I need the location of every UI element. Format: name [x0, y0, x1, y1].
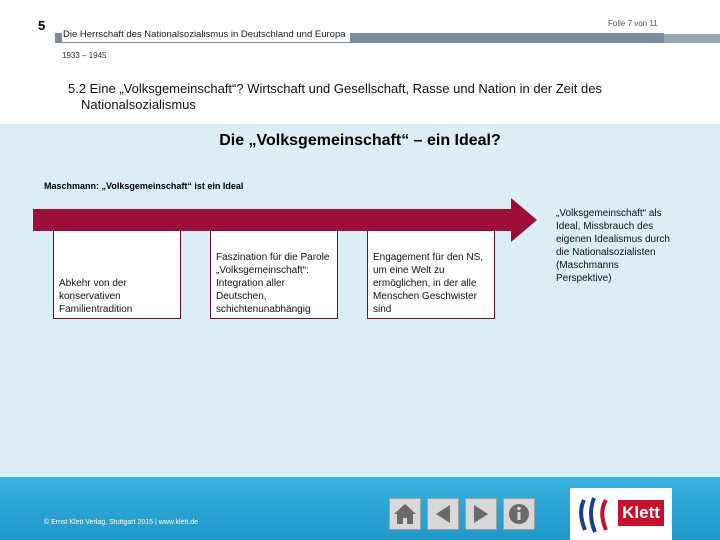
home-icon	[390, 499, 420, 529]
statement-box-3	[367, 230, 495, 319]
statement-box-1-text: Abkehr von der konservativen Familientradition	[59, 278, 133, 315]
copyright-text: © Ernst Klett Verlag, Stuttgart 2015 | www.klett.de	[44, 519, 199, 526]
chapter-title-bar-end	[664, 34, 720, 43]
conclusion-text: „Volksgemeinschaft“ als Ideal, Missbrauch des eigenen Idealismus durch die Nationalsozialisten (Maschmanns Perspektive)	[556, 208, 670, 284]
forward-button[interactable]	[465, 498, 497, 530]
back-arrow-icon	[428, 499, 458, 529]
info-button[interactable]	[503, 498, 535, 530]
section-title	[68, 81, 698, 113]
sub-heading: Maschmann: „Volksgemeinschaft“ ist ein Ideal	[44, 181, 244, 191]
klett-emblem-icon	[576, 496, 616, 534]
section-title-line2: Nationalsozialismus	[81, 97, 196, 112]
forward-arrow-icon	[466, 499, 496, 529]
page-indicator: Folie 7 von 11	[608, 19, 658, 28]
info-icon	[504, 499, 534, 529]
publisher-logo	[570, 488, 672, 540]
statement-box-3-text: Engagement für den NS, um eine Welt zu ermöglichen, in der alle Menschen Geschwister sind	[373, 252, 484, 315]
chapter-title: Die Herrschaft des Nationalsozialismus in Deutschland und Europa	[62, 28, 350, 42]
home-button[interactable]	[389, 498, 421, 530]
slide-heading: Die „Volksgemeinschaft“ – ein Ideal?	[219, 132, 501, 149]
statement-box-2	[210, 230, 338, 319]
logo-text: Klett	[618, 500, 664, 526]
statement-box-2-text: Faszination für die Parole „Volksgemeinschaft“: Integration aller Deutschen, schichtenunabhängig	[216, 252, 330, 315]
chapter-number: 5	[38, 18, 46, 33]
period-label: 1933 – 1945	[62, 51, 107, 60]
section-title-line1: 5.2 Eine „Volksgemeinschaft“? Wirtschaft und Gesellschaft, Rasse und Nation in der Zeit des	[68, 81, 602, 96]
statement-box-1	[53, 230, 181, 319]
back-button[interactable]	[427, 498, 459, 530]
